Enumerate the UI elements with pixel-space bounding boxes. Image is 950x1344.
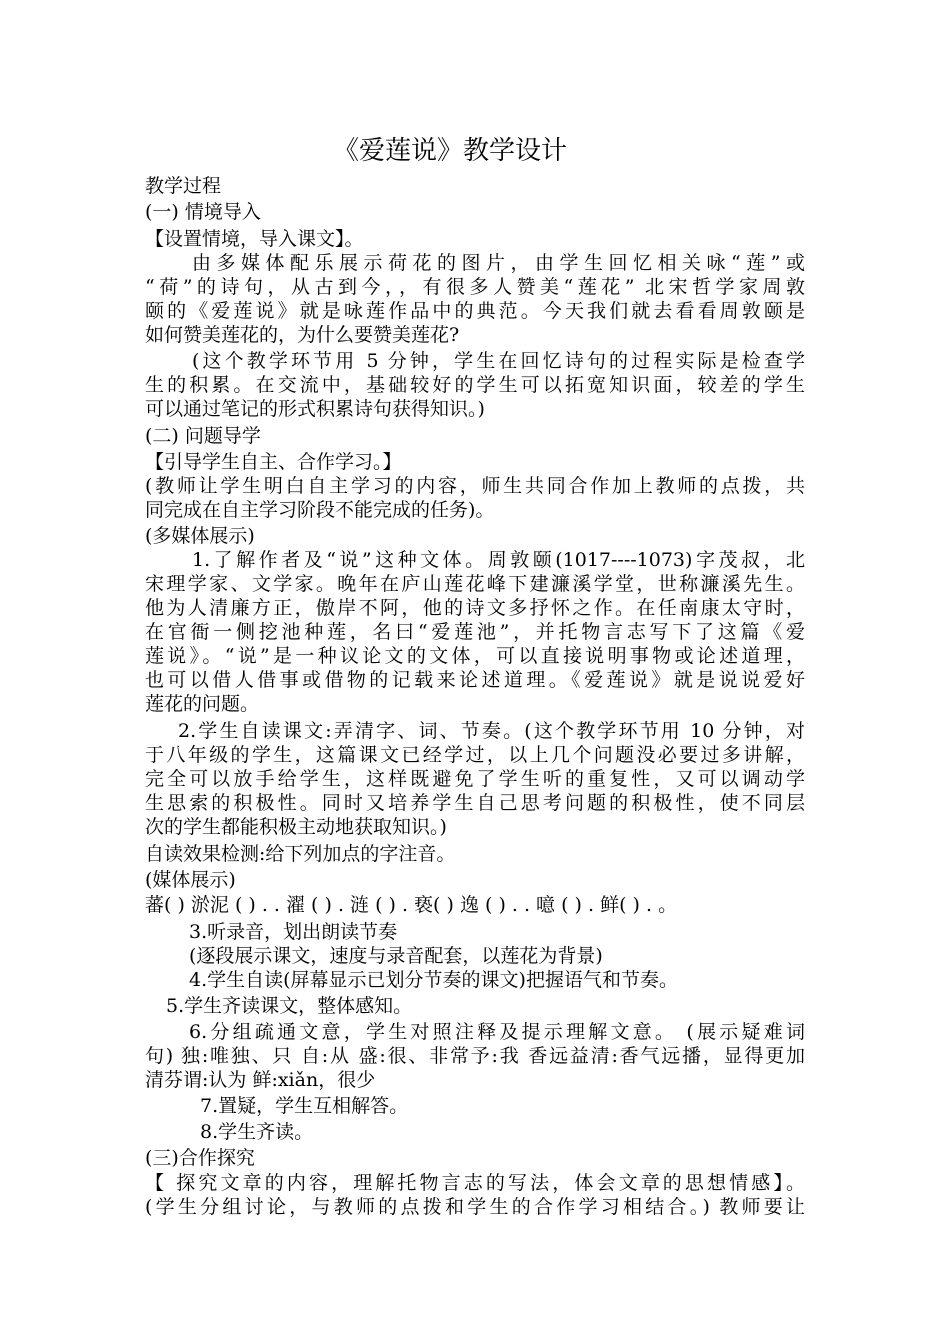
paragraph-line: 自读效果检测:给下列加点的字注音。 xyxy=(145,843,456,865)
paragraph-line: (学生分组讨论，与教师的点拨和学生的合作学习相结合。) 教师要让 xyxy=(145,1196,805,1218)
section-heading-1: (一) 情境导入 xyxy=(145,201,261,223)
paragraph-line: 完全可以放手给学生，这样既避免了学生听的重复性，又可以调动学 xyxy=(145,768,805,790)
paragraph-line: 莲花的问题。 xyxy=(145,693,260,715)
paragraph-line: (多媒体展示) xyxy=(145,525,255,547)
paragraph-line: 4.学生自读(屏幕显示已划分节奏的课文)把握语气和节奏。 xyxy=(189,969,678,991)
paragraph-line: (逐段展示课文，速度与录音配套，以莲花为背景) xyxy=(189,945,603,967)
paragraph-line: 5.学生齐读课文，整体感知。 xyxy=(166,995,413,1017)
paragraph-line: 7.置疑，学生互相解答。 xyxy=(200,1095,409,1117)
section-heading-3: (三)合作探究 xyxy=(145,1147,255,1169)
paragraph-line: 如何赞美莲花的，为什么要赞美莲花? xyxy=(145,324,460,346)
paragraph-line: 由多媒体配乐展示荷花的图片，由学生回忆相关咏“莲”或 xyxy=(192,252,805,274)
heading-teaching-process: 教学过程 xyxy=(145,175,222,197)
paragraph-line: 清芬谓:认为 鲜:xiǎn，很少 xyxy=(145,1069,376,1091)
paragraph-line: 也可以借人借事或借物的记载来论述道理。《爱莲说》就是说说爱好 xyxy=(145,669,805,691)
paragraph-line: 8.学生齐读。 xyxy=(200,1121,314,1143)
paragraph-line: 次的学生都能积极主动地获取知识。) xyxy=(145,816,447,838)
section-heading-2: (二) 问题导学 xyxy=(145,425,261,447)
paragraph-line: 莲说》。“说”是一种议论文的文体，可以直接说明事物或论述道理， xyxy=(145,645,805,667)
section-subtitle-1: 【设置情境，导入课文】。 xyxy=(145,228,364,250)
paragraph-line: 6.分组疏通文意，学生对照注释及提示理解文意。 (展示疑难词 xyxy=(189,1021,805,1043)
paragraph-line: 宋理学家、文学家。晚年在庐山莲花峰下建濂溪学堂，世称濂溪先生。 xyxy=(145,573,805,595)
section-subtitle-2: 【引导学生自主、合作学习。】 xyxy=(145,451,402,473)
paragraph-line: (教师让学生明白自主学习的内容，师生共同合作加上教师的点拨，共 xyxy=(145,475,805,497)
paragraph-line: 2.学生自读课文:弄清字、词、节奏。(这个教学环节用 10 分钟，对 xyxy=(178,720,805,742)
paragraph-line: 他为人清廉方正，傲岸不阿，他的诗文多抒怀之作。在任南康太守时， xyxy=(145,597,805,619)
paragraph-line: 在官衙一侧挖池种莲，名曰“爱莲池”，并托物言志写下了这篇《爱 xyxy=(145,621,805,643)
pinyin-exercise-line: 蕃( ) 淤泥 ( ) . . 濯 ( ) . 涟 ( ) . 亵( ) 逸 ( ) . . 噫 ( ) . 鲜( ) . 。 xyxy=(145,894,678,916)
paragraph-line: 同完成在自主学习阶段不能完成的任务)。 xyxy=(145,499,495,521)
paragraph-line: 生思索的积极性。同时又培养学生自己思考问题的积极性，使不同层 xyxy=(145,792,805,814)
paragraph-line: (这个教学环节用 5 分钟，学生在回忆诗句的过程实际是检查学 xyxy=(192,350,805,372)
paragraph-line: 1.了解作者及“说”这种文体。周敦颐(1017----1073)字茂叔，北 xyxy=(192,549,805,571)
paragraph-line: 句) 独:唯独、只 自:从 盛:很、非常予:我 香远益清:香气远播，显得更加 xyxy=(145,1045,805,1067)
document-title: 《爱莲说》教学设计 xyxy=(332,136,567,166)
paragraph-line: 生的积累。在交流中，基础较好的学生可以拓宽知识面，较差的学生 xyxy=(145,374,805,396)
paragraph-line: (媒体展示) xyxy=(145,869,236,891)
paragraph-line: 颐的《爱莲说》就是咏莲作品中的典范。今天我们就去看看周敦颐是 xyxy=(145,300,805,322)
paragraph-line: “荷”的诗句，从古到今，，有很多人赞美“莲花” 北宋哲学家周敦 xyxy=(145,276,805,298)
paragraph-line: 3.听录音，划出朗读节奏 xyxy=(189,921,398,943)
section-subtitle-3: 【 探究文章的内容，理解托物言志的写法，体会文章的思想情感】。 xyxy=(145,1172,805,1194)
paragraph-line: 于八年级的学生，这篇课文已经学过，以上几个问题没必要过多讲解， xyxy=(145,744,805,766)
paragraph-line: 可以通过笔记的形式积累诗句获得知识。) xyxy=(145,398,485,420)
